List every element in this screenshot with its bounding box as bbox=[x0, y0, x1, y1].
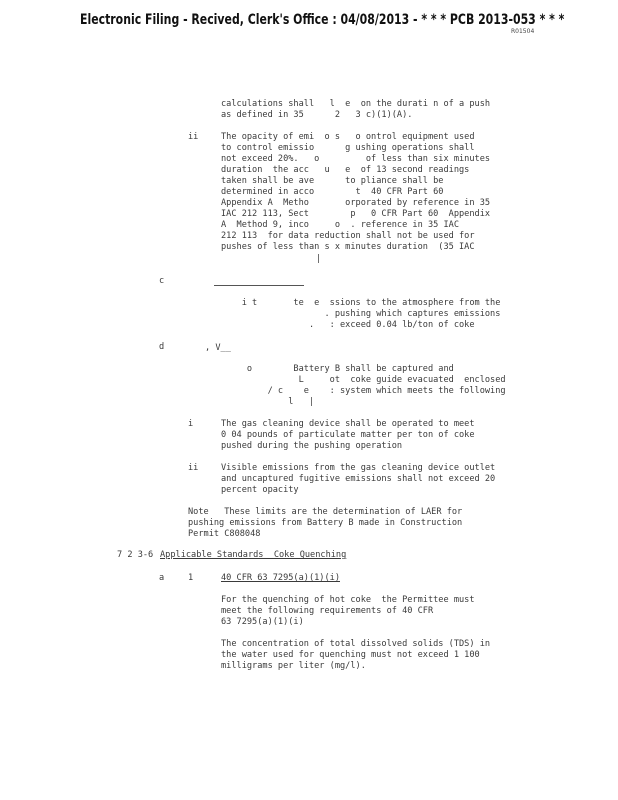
text-line: The opacity of emi o s o ontrol equipment used bbox=[221, 132, 475, 142]
citation-heading: 40 CFR 63 7295(a)(1)(i) bbox=[221, 573, 340, 583]
text-line: and uncaptured fugitive emissions shall not exceed 20 bbox=[221, 474, 496, 484]
text-line: Appendix A Metho orporated by reference in 35 bbox=[221, 198, 491, 208]
text-line: calculations shall l e on the durati n of a push bbox=[221, 99, 491, 109]
text-line: | bbox=[316, 254, 322, 264]
item-heading: , V__ bbox=[205, 343, 231, 353]
list-marker: i bbox=[188, 419, 194, 429]
text-line: IAC 212 113, Sect p 0 CFR Part 60 Appendix bbox=[221, 209, 491, 219]
filing-stamp-code: R01504 bbox=[511, 28, 535, 35]
text-line: l | bbox=[221, 397, 315, 407]
text-line: / c e : system which meets the following bbox=[221, 386, 506, 396]
text-line: 63 7295(a)(1)(i) bbox=[221, 617, 304, 627]
text-line: the water used for quenching must not exceed 1 100 bbox=[221, 650, 480, 660]
list-marker: c bbox=[159, 276, 165, 286]
section-number: 7 2 3-6 bbox=[117, 550, 154, 560]
filing-stamp-header: Electronic Filing - Recived, Clerk's Office : 04/08/2013 - * * * PCB 2013-053 * * * bbox=[80, 12, 565, 28]
list-marker: a bbox=[159, 573, 165, 583]
text-line: 212 113 for data reduction shall not be used for bbox=[221, 231, 475, 241]
note-line: Permit C808048 bbox=[188, 529, 261, 539]
text-line: pushed during the pushing operation bbox=[221, 441, 403, 451]
list-number: 1 bbox=[188, 573, 194, 583]
text-line: . pushing which captures emissions bbox=[221, 309, 501, 319]
text-line: The gas cleaning device shall be operated to meet bbox=[221, 419, 475, 429]
list-marker: ii bbox=[188, 132, 199, 142]
text-line: L ot coke guide evacuated enclosed bbox=[221, 375, 506, 385]
text-line: The concentration of total dissolved solids (TDS) in bbox=[221, 639, 491, 649]
text-line: o Battery B shall be captured and bbox=[221, 364, 454, 374]
list-marker: d bbox=[159, 342, 165, 352]
text-line: For the quenching of hot coke the Permittee must bbox=[221, 595, 475, 605]
text-line: as defined in 35 2 3 c)(1)(A). bbox=[221, 110, 413, 120]
heading-underline bbox=[214, 285, 304, 286]
note-line: pushing emissions from Battery B made in Construction bbox=[188, 518, 463, 528]
text-line: taken shall be ave to pliance shall be bbox=[221, 176, 444, 186]
text-line: Visible emissions from the gas cleaning device outlet bbox=[221, 463, 496, 473]
text-line: meet the following requirements of 40 CFR bbox=[221, 606, 434, 616]
text-line: 0 04 pounds of particulate matter per ton of coke bbox=[221, 430, 475, 440]
text-line: . : exceed 0.04 lb/ton of coke bbox=[221, 320, 475, 330]
text-line: determined in acco t 40 CFR Part 60 bbox=[221, 187, 444, 197]
text-line: duration the acc u e of 13 second readings bbox=[221, 165, 470, 175]
text-line: to control emissio g ushing operations shall bbox=[221, 143, 475, 153]
text-line: milligrams per liter (mg/l). bbox=[221, 661, 366, 671]
text-line: pushes of less than s x minutes duration (35 IAC bbox=[221, 242, 475, 252]
text-line: i t te e ssions to the atmosphere from the bbox=[221, 298, 501, 308]
list-marker: ii bbox=[188, 463, 199, 473]
text-line: A Method 9, inco o . reference in 35 IAC bbox=[221, 220, 459, 230]
section-title: Applicable Standards Coke Quenching bbox=[160, 550, 347, 560]
note-line: Note These limits are the determination of LAER for bbox=[188, 507, 463, 517]
text-line: percent opacity bbox=[221, 485, 299, 495]
text-line: not exceed 20%. o of less than six minutes bbox=[221, 154, 491, 164]
